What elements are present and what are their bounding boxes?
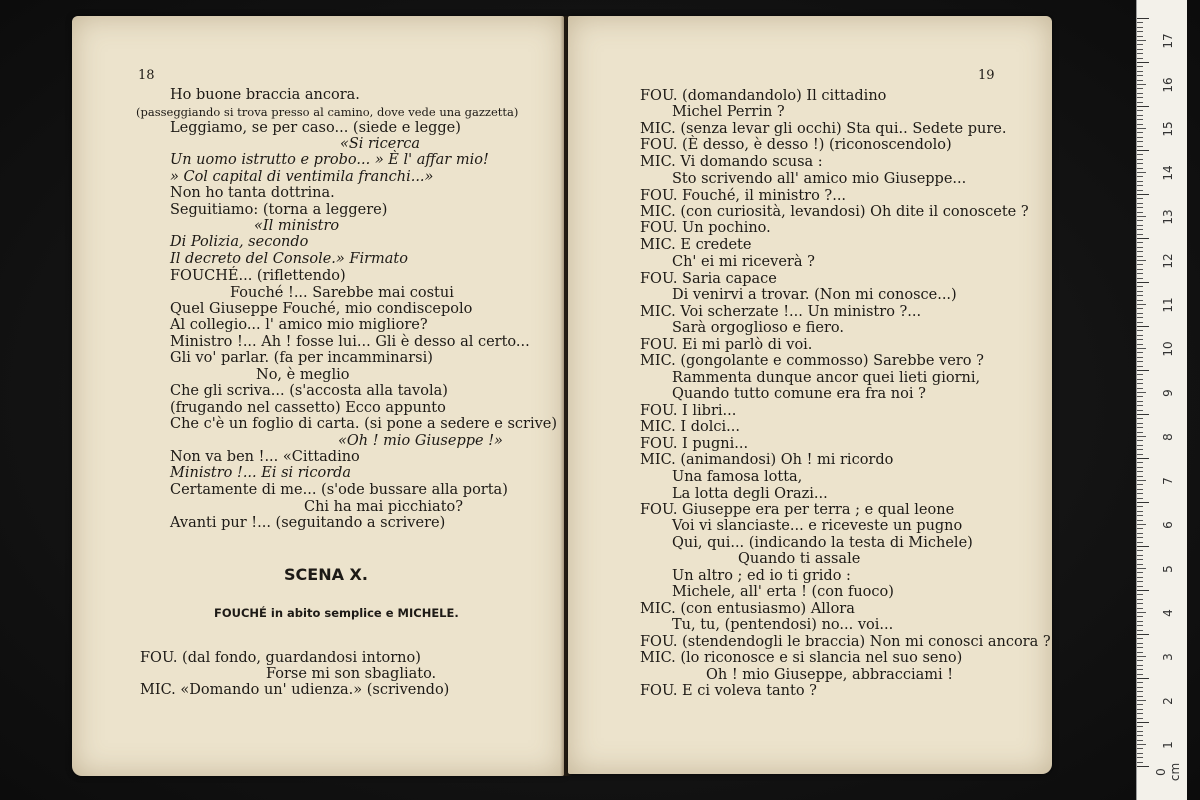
ruler-label: 11 <box>1161 297 1175 313</box>
ruler-tick <box>1137 687 1143 688</box>
text-line: FOU. (dal fondo, guardandosi intorno) <box>140 650 421 666</box>
text-line: (frugando nel cassetto) Ecco appunto <box>170 400 446 416</box>
ruler-tick <box>1137 630 1143 631</box>
ruler-tick <box>1137 71 1143 72</box>
text-line: Ministro !... Ei si ricorda <box>170 465 352 481</box>
ruler-tick <box>1137 163 1143 164</box>
ruler-tick <box>1137 286 1143 287</box>
text-line: Che gli scriva... (s'accosta alla tavola) <box>170 383 448 399</box>
ruler-tick <box>1137 388 1143 389</box>
text-line: «Oh ! mio Giuseppe !» <box>338 433 503 449</box>
text-line: FOU. Saria capace <box>640 271 777 287</box>
ruler-tick <box>1137 66 1143 67</box>
ruler-tick <box>1137 366 1143 367</box>
ruler-tick <box>1137 220 1143 221</box>
ruler-tick <box>1137 97 1143 98</box>
text-line: Ministro !... Ah ! fosse lui... Gli è desso al certo... <box>170 334 530 350</box>
ruler-tick <box>1137 106 1149 107</box>
ruler-tick <box>1137 80 1143 81</box>
stage-direction: (passeggiando si trova presso al camino, dove vede una gazzetta) <box>136 105 519 119</box>
ruler-tick <box>1137 458 1149 459</box>
text-line: FOU. Un pochino. <box>640 220 771 236</box>
text-line: FOU. I libri... <box>640 403 737 419</box>
ruler-tick <box>1137 616 1143 617</box>
ruler-tick <box>1137 291 1143 292</box>
ruler-tick <box>1137 528 1143 529</box>
ruler-tick <box>1137 361 1143 362</box>
ruler-tick <box>1137 480 1146 481</box>
ruler-tick <box>1137 357 1143 358</box>
ruler-tick <box>1137 150 1149 151</box>
ruler-tick <box>1137 194 1149 195</box>
ruler-tick <box>1137 520 1143 521</box>
ruler-tick <box>1137 141 1143 142</box>
ruler-tick <box>1137 559 1143 560</box>
ruler-label: 4 <box>1161 609 1175 617</box>
ruler-tick <box>1137 330 1143 331</box>
ruler-tick <box>1137 757 1143 758</box>
measuring-ruler <box>1136 0 1187 800</box>
text-line: Forse mi son sbagliato. <box>266 666 437 682</box>
ruler-tick <box>1137 44 1143 45</box>
text-line: Leggiamo, se per caso... (siede e legge) <box>170 120 461 136</box>
ruler-tick <box>1137 190 1143 191</box>
ruler-tick <box>1137 652 1143 653</box>
ruler-tick <box>1137 115 1143 116</box>
ruler-tick <box>1137 405 1143 406</box>
text-line: Non ho tanta dottrina. <box>170 185 335 201</box>
text-line: Voi vi slanciaste... e riceveste un pugno <box>672 518 963 534</box>
text-line: Un uomo istrutto e probo... » È l' affar mio! <box>170 152 489 168</box>
ruler-tick <box>1137 251 1143 252</box>
text-line: Sarà orgoglioso e fiero. <box>672 320 844 336</box>
ruler-tick <box>1137 304 1146 305</box>
ruler-label: 5 <box>1161 565 1175 573</box>
text-line: FOU. (domandandolo) Il cittadino <box>640 88 887 104</box>
ruler-tick <box>1137 599 1143 600</box>
ruler-tick <box>1137 423 1143 424</box>
text-line: MIC. Voi scherzate !... Un ministro ?... <box>640 304 922 320</box>
ruler-label: 8 <box>1161 433 1175 441</box>
text-line: FOU. (stendendogli le braccia) Non mi conosci ancora ? <box>640 634 1051 650</box>
text-line: Quando tutto comune era fra noi ? <box>672 386 926 402</box>
scene-title: SCENA X. <box>284 565 368 584</box>
ruler-tick <box>1137 621 1143 622</box>
text-line: Rammenta dunque ancor quei lieti giorni, <box>672 370 981 386</box>
ruler-tick <box>1137 110 1143 111</box>
text-line: Al collegio... l' amico mio migliore? <box>170 317 428 333</box>
ruler-tick <box>1137 176 1143 177</box>
ruler-tick <box>1137 418 1143 419</box>
ruler-tick <box>1137 436 1146 437</box>
ruler-tick <box>1137 740 1143 741</box>
text-line: MIC. (senza levar gli occhi) Sta qui.. Sedete pure. <box>640 121 1007 137</box>
ruler-tick <box>1137 27 1143 28</box>
ruler-tick <box>1137 555 1143 556</box>
ruler-tick <box>1137 168 1143 169</box>
ruler-tick <box>1137 31 1143 32</box>
ruler-tick <box>1137 53 1143 54</box>
ruler-label: 17 <box>1161 33 1175 49</box>
ruler-label: 7 <box>1161 477 1175 485</box>
ruler-tick <box>1137 300 1143 301</box>
text-line: Quel Giuseppe Fouché, mio condiscepolo <box>170 301 473 317</box>
ruler-label: 9 <box>1161 389 1175 397</box>
ruler-tick <box>1137 282 1149 283</box>
ruler-tick <box>1137 506 1143 507</box>
ruler-tick <box>1137 669 1143 670</box>
text-line: MIC. E credete <box>640 237 752 253</box>
ruler-tick <box>1137 212 1143 213</box>
ruler-tick <box>1137 181 1143 182</box>
text-line: MIC. (con curiosità, levandosi) Oh dite il conoscete ? <box>640 204 1029 220</box>
ruler-tick <box>1137 75 1143 76</box>
ruler-tick <box>1137 229 1143 230</box>
ruler-tick <box>1137 625 1143 626</box>
page-number-left: 18 <box>138 68 155 83</box>
text-line: Ho buone braccia ancora. <box>170 87 360 103</box>
text-line: Chi ha mai picchiato? <box>304 499 464 515</box>
ruler-label: 1 <box>1161 741 1175 749</box>
ruler-tick <box>1137 352 1143 353</box>
ruler-tick <box>1137 18 1149 19</box>
text-line: Qui, qui... (indicando la testa di Michele) <box>672 535 973 551</box>
ruler-label: 15 <box>1161 121 1175 137</box>
text-line: Di venirvi a trovar. (Non mi conosce...) <box>672 287 957 303</box>
text-line: MIC. (animandosi) Oh ! mi ricordo <box>640 452 894 468</box>
ruler-tick <box>1137 348 1146 349</box>
ruler-tick <box>1137 414 1149 415</box>
ruler-tick <box>1137 766 1149 767</box>
ruler-label: 10 <box>1161 341 1175 357</box>
text-line: MIC. I dolci... <box>640 419 740 435</box>
ruler-tick <box>1137 58 1143 59</box>
ruler-tick <box>1137 264 1143 265</box>
ruler-tick <box>1137 36 1143 37</box>
scene-characters: FOUCHÉ in abito semplice e MICHELE. <box>214 606 459 620</box>
ruler-tick <box>1137 185 1143 186</box>
ruler-tick <box>1137 132 1143 133</box>
text-line: Quando ti assale <box>738 551 861 567</box>
text-line: » Col capital di ventimila franchi...» <box>170 169 434 185</box>
ruler-tick <box>1137 704 1143 705</box>
ruler-tick <box>1137 572 1143 573</box>
ruler-tick <box>1137 748 1143 749</box>
ruler-tick <box>1137 137 1143 138</box>
ruler-tick <box>1137 207 1143 208</box>
ruler-tick <box>1137 577 1143 578</box>
ruler-tick <box>1137 678 1149 679</box>
ruler-tick <box>1137 643 1143 644</box>
ruler-tick <box>1137 383 1143 384</box>
ruler-tick <box>1137 467 1143 468</box>
ruler-tick <box>1137 40 1146 41</box>
ruler-tick <box>1137 370 1149 371</box>
text-line: Che c'è un foglio di carta. (si pone a sedere e scrive) <box>170 416 558 432</box>
ruler-tick <box>1137 462 1143 463</box>
ruler-label: 6 <box>1161 521 1175 529</box>
ruler-tick <box>1137 731 1143 732</box>
ruler-tick <box>1137 159 1143 160</box>
ruler-tick <box>1137 608 1143 609</box>
text-line: MIC. (lo riconosce e si slancia nel suo seno) <box>640 650 963 666</box>
ruler-tick <box>1137 700 1146 701</box>
text-line: Non va ben !... «Cittadino <box>170 449 360 465</box>
ruler-tick <box>1137 665 1143 666</box>
text-line: Certamente di me... (s'ode bussare alla porta) <box>170 482 508 498</box>
text-line: Un altro ; ed io ti grido : <box>672 568 851 584</box>
ruler-tick <box>1137 493 1143 494</box>
ruler-tick <box>1137 124 1143 125</box>
ruler-tick <box>1137 550 1143 551</box>
text-line: Sto scrivendo all' amico mio Giuseppe... <box>672 171 967 187</box>
ruler-tick <box>1137 709 1143 710</box>
text-line: MIC. «Domando un' udienza.» (scrivendo) <box>140 682 450 698</box>
ruler-tick <box>1137 295 1143 296</box>
ruler-tick <box>1137 489 1143 490</box>
ruler-tick <box>1137 198 1143 199</box>
ruler-tick <box>1137 379 1143 380</box>
ruler-tick <box>1137 722 1149 723</box>
text-line: Una famosa lotta, <box>672 469 803 485</box>
ruler-tick <box>1137 396 1143 397</box>
ruler-label: 13 <box>1161 209 1175 225</box>
ruler-tick <box>1137 484 1143 485</box>
ruler-tick <box>1137 128 1146 129</box>
ruler-tick <box>1137 647 1143 648</box>
text-line: Seguitiamo: (torna a leggere) <box>170 202 388 218</box>
ruler-tick <box>1137 511 1143 512</box>
text-line: «Si ricerca <box>340 136 421 152</box>
ruler-tick <box>1137 326 1149 327</box>
ruler-tick <box>1137 726 1143 727</box>
ruler-tick <box>1137 313 1143 314</box>
ruler-tick <box>1137 594 1143 595</box>
ruler-tick <box>1137 634 1149 635</box>
ruler-tick <box>1137 568 1146 569</box>
ruler-tick <box>1137 524 1146 525</box>
ruler-tick <box>1137 440 1143 441</box>
ruler-tick <box>1137 146 1143 147</box>
ruler-label: 14 <box>1161 165 1175 181</box>
ruler-tick <box>1137 344 1143 345</box>
ruler-tick <box>1137 247 1143 248</box>
text-line: Michel Perrin ? <box>672 104 785 120</box>
ruler-tick <box>1137 515 1143 516</box>
text-line: La lotta degli Orazi... <box>672 486 828 502</box>
ruler-label: 12 <box>1161 253 1175 269</box>
ruler-tick <box>1137 546 1149 547</box>
text-line: FOUCHÉ... (riflettendo) <box>170 268 346 284</box>
ruler-tick <box>1137 317 1143 318</box>
text-line: FOU. Ei mi parlò di voi. <box>640 337 813 353</box>
ruler-tick <box>1137 449 1143 450</box>
ruler-tick <box>1137 432 1143 433</box>
ruler-tick <box>1137 154 1143 155</box>
ruler-tick <box>1137 533 1143 534</box>
ruler-tick <box>1137 682 1143 683</box>
text-line: Tu, tu, (pentendosi) no... voi... <box>672 617 894 633</box>
ruler-tick <box>1137 260 1146 261</box>
ruler-tick <box>1137 498 1143 499</box>
ruler-tick <box>1137 674 1143 675</box>
ruler-tick <box>1137 93 1143 94</box>
ruler-tick <box>1137 691 1143 692</box>
ruler-tick <box>1137 49 1143 50</box>
ruler-tick <box>1137 278 1143 279</box>
text-line: MIC. (gongolante e commosso) Sarebbe vero ? <box>640 353 984 369</box>
ruler-tick <box>1137 476 1143 477</box>
ruler-tick <box>1137 718 1143 719</box>
ruler-tick <box>1137 427 1143 428</box>
text-line: FOU. Fouché, il ministro ?... <box>640 188 847 204</box>
text-line: No, è meglio <box>256 367 350 383</box>
ruler-tick <box>1137 88 1143 89</box>
ruler-tick <box>1137 581 1143 582</box>
ruler-tick <box>1137 216 1146 217</box>
ruler-tick <box>1137 269 1143 270</box>
ruler-tick <box>1137 203 1143 204</box>
ruler-tick <box>1137 335 1143 336</box>
ruler-tick <box>1137 22 1143 23</box>
ruler-tick <box>1137 656 1146 657</box>
ruler-tick <box>1137 454 1143 455</box>
text-line: Gli vo' parlar. (fa per incamminarsi) <box>170 350 433 366</box>
ruler-tick <box>1137 242 1143 243</box>
text-line: FOU. (È desso, è desso !) (riconoscendolo) <box>640 137 952 153</box>
ruler-tick <box>1137 172 1146 173</box>
text-line: Ch' ei mi riceverà ? <box>672 254 815 270</box>
text-line: FOU. I pugni... <box>640 436 749 452</box>
text-line: Il decreto del Console.» Firmato <box>170 251 408 267</box>
ruler-tick <box>1137 603 1143 604</box>
ruler-tick <box>1137 102 1143 103</box>
ruler-tick <box>1137 696 1143 697</box>
ruler-tick <box>1137 234 1143 235</box>
ruler-label: 16 <box>1161 77 1175 93</box>
ruler-label: 0 cm <box>1154 762 1182 782</box>
ruler-tick <box>1137 713 1143 714</box>
ruler-tick <box>1137 62 1149 63</box>
text-line: FOU. E ci voleva tanto ? <box>640 683 817 699</box>
ruler-tick <box>1137 410 1143 411</box>
text-line: MIC. Vi domando scusa : <box>640 154 823 170</box>
text-line: Oh ! mio Giuseppe, abbracciami ! <box>706 667 954 683</box>
text-line: Fouché !... Sarebbe mai costui <box>230 285 454 301</box>
ruler-tick <box>1137 401 1143 402</box>
right-page <box>568 16 1052 774</box>
ruler-label: 2 <box>1161 697 1175 705</box>
ruler-tick <box>1137 660 1143 661</box>
ruler-tick <box>1137 238 1149 239</box>
ruler-tick <box>1137 762 1143 763</box>
ruler-tick <box>1137 273 1143 274</box>
ruler-tick <box>1137 753 1143 754</box>
ruler-tick <box>1137 445 1143 446</box>
page-number-right: 19 <box>978 68 995 83</box>
ruler-tick <box>1137 542 1143 543</box>
ruler-tick <box>1137 612 1146 613</box>
ruler-tick <box>1137 339 1143 340</box>
text-line: «Il ministro <box>254 218 340 234</box>
ruler-tick <box>1137 392 1146 393</box>
ruler-tick <box>1137 322 1143 323</box>
text-line: MIC. (con entusiasmo) Allora <box>640 601 855 617</box>
ruler-tick <box>1137 308 1143 309</box>
ruler-tick <box>1137 502 1149 503</box>
ruler-tick <box>1137 744 1146 745</box>
ruler-tick <box>1137 586 1143 587</box>
ruler-label: 3 <box>1161 653 1175 661</box>
text-line: Di Polizia, secondo <box>170 234 309 250</box>
ruler-tick <box>1137 374 1143 375</box>
text-line: Michele, all' erta ! (con fuoco) <box>672 584 894 600</box>
ruler-tick <box>1137 537 1143 538</box>
ruler-tick <box>1137 256 1143 257</box>
ruler-tick <box>1137 638 1143 639</box>
ruler-tick <box>1137 735 1143 736</box>
ruler-tick <box>1137 119 1143 120</box>
ruler-tick <box>1137 564 1143 565</box>
text-line: FOU. Giuseppe era per terra ; e qual leone <box>640 502 955 518</box>
text-line: Avanti pur !... (seguitando a scrivere) <box>170 515 446 531</box>
ruler-tick <box>1137 225 1143 226</box>
ruler-tick <box>1137 590 1149 591</box>
ruler-tick <box>1137 471 1143 472</box>
left-page <box>72 16 564 776</box>
ruler-tick <box>1137 84 1146 85</box>
